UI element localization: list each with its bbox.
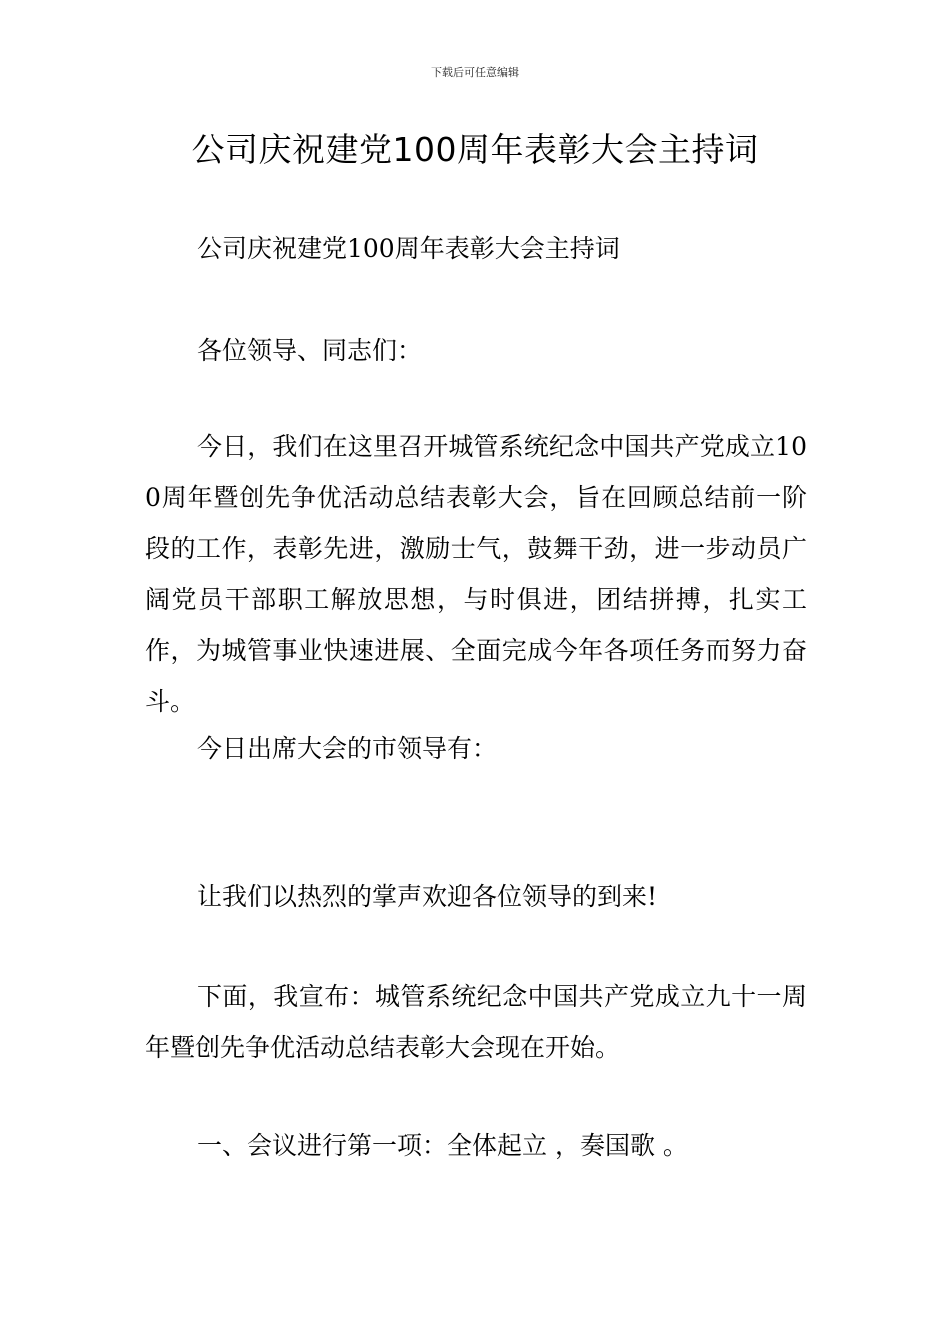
paragraph-announcement: 下面，我宣布：城管系统纪念中国共产党成立九十一周年暨创先争优活动总结表彰大会现在开始。 (145, 982, 807, 1062)
paragraph-welcome: 让我们以热烈的掌声欢迎各位领导的到来! (197, 882, 658, 911)
document-title: 公司庆祝建党100周年表彰大会主持词 (191, 130, 759, 169)
paragraph-salutation: 各位领导、同志们： (197, 336, 423, 365)
header-note: 下载后可任意编辑 (431, 66, 519, 79)
paragraph-agenda-item-1: 一、会议进行第一项：全体起立 ，奏国歌 。 (197, 1131, 688, 1160)
paragraph-leaders: 今日出席大会的市领导有： (197, 734, 498, 763)
paragraph-opening: 今日，我们在这里召开城管系统纪念中国共产党成立100周年暨创先争优活动总结表彰大会，旨在回顾总结前一阶段的工作，表彰先进，激励士气，鼓舞干劲，进一步动员广阔党员干部职工解放思想，与时俱进，团结拼搏，扎实工作，为城管事业快速进展、全面完成今年各项任务而努力奋斗。 (145, 432, 807, 716)
paragraph-subtitle: 公司庆祝建党100周年表彰大会主持词 (197, 234, 620, 263)
